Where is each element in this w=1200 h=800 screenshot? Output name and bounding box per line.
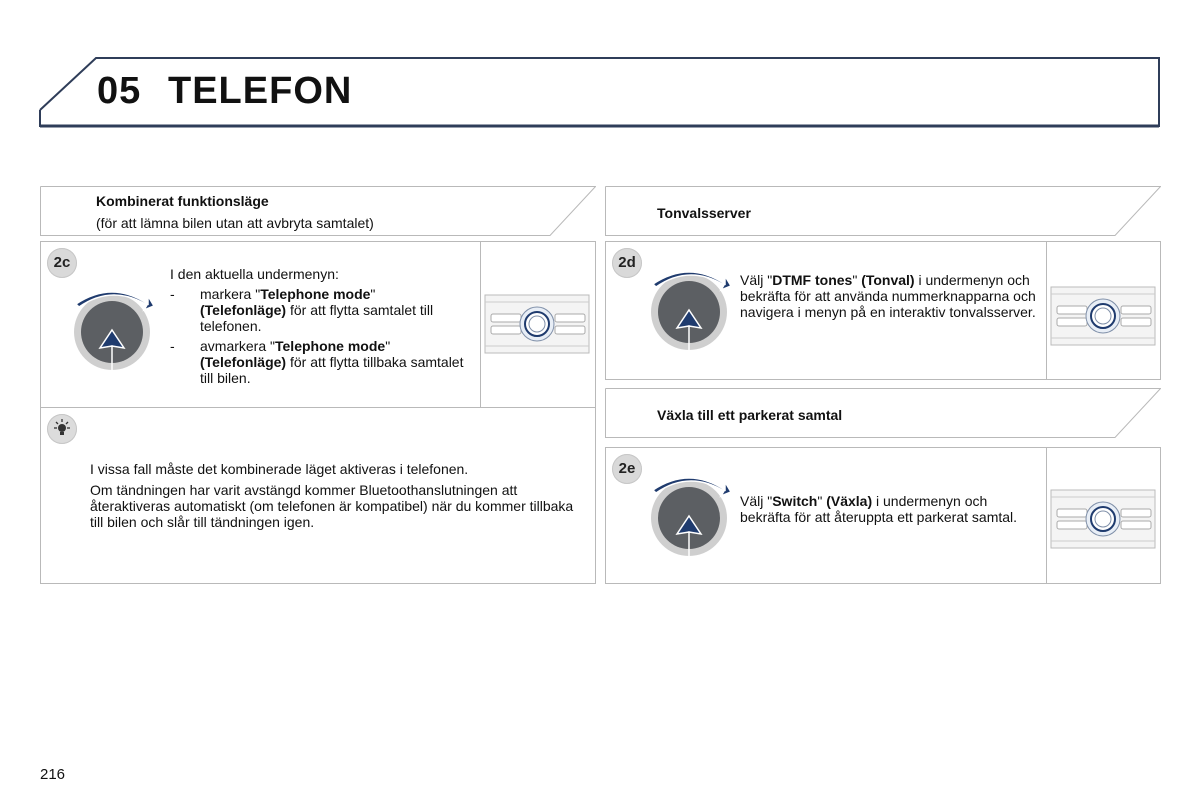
list-item: - avmarkera "Telephone mode" (Telefonläge) för att flytta tillbaka samtalet till bilen. — [170, 338, 464, 386]
rotary-knob-icon — [645, 468, 735, 566]
dtmf-heading: Tonvalsserver — [657, 205, 751, 221]
control-panel-image — [1049, 485, 1159, 555]
dtmf-instructions: Välj "DTMF tones" (Tonval) i undermenyn och bekräfta för att använda nummerknapparna och navigera i menyn på en interaktiv tonvalsserver. — [740, 272, 1036, 320]
page-number: 216 — [40, 766, 66, 783]
tip-paragraph-2: Om tändningen har varit avstängd kommer Bluetoothanslutningen att återaktiveras automatiskt (om telefonen är kompatibel) när du kommer tillbaka till bilen och slår till tändningen igen. — [90, 482, 574, 530]
control-panel-image — [483, 290, 593, 360]
switch-call-instructions: Välj "Switch" (Växla) i undermenyn och bekräfta för att återuppta ett parkerat samtal. — [740, 493, 1018, 525]
tip-paragraph-1: I vissa fall måste det kombinerade läget aktiveras i telefonen. — [90, 461, 469, 477]
lightbulb-icon — [47, 414, 77, 444]
panel-divider — [1046, 241, 1047, 380]
step-badge-2c: 2c — [47, 248, 77, 278]
combined-mode-intro: I den aktuella undermenyn: — [170, 266, 339, 282]
control-panel-image — [1049, 282, 1159, 352]
step-badge-2e: 2e — [612, 454, 642, 484]
panel-divider — [480, 241, 481, 408]
chapter-title: TELEFON — [168, 70, 353, 112]
tip-text — [90, 461, 580, 530]
combined-mode-subheading: (för att lämna bilen utan att avbryta samtalet) — [96, 215, 374, 231]
combined-mode-heading: Kombinerat funktionsläge — [96, 193, 269, 209]
panel-divider — [1046, 447, 1047, 584]
switch-call-heading: Växla till ett parkerat samtal — [657, 407, 843, 423]
chapter-number: 05 — [97, 70, 142, 112]
list-item: - markera "Telephone mode" (Telefonläge) för att flytta samtalet till telefonen. — [170, 286, 434, 334]
step-badge-2d: 2d — [612, 248, 642, 278]
rotary-knob-icon — [68, 282, 158, 380]
rotary-knob-icon — [645, 262, 735, 360]
combined-mode-instructions — [170, 266, 475, 388]
